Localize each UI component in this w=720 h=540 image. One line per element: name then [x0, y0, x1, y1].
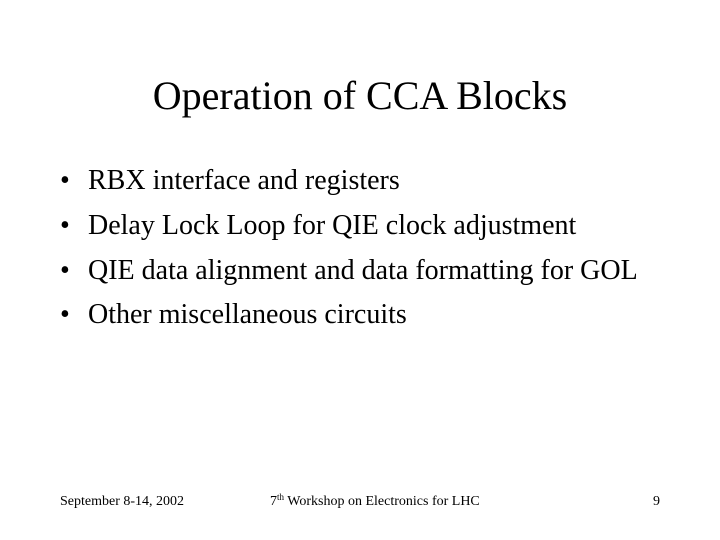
bullet-item — [60, 208, 680, 244]
bullet-text: QIE data alignment and data formatting for GOL — [88, 255, 638, 286]
bullet-item — [60, 253, 680, 289]
footer-date: September 8-14, 2002 — [60, 494, 185, 509]
bullet-list — [60, 163, 680, 342]
bullet-item — [60, 163, 680, 199]
bullet-marker: • — [60, 299, 70, 330]
bullet-marker: • — [60, 255, 70, 286]
bullet-text: Delay Lock Loop for QIE clock adjustment — [88, 210, 577, 241]
bullet-item — [60, 297, 680, 333]
footer-event-ordinal-suffix: th — [277, 492, 285, 502]
bullet-text: Other miscellaneous circuits — [88, 299, 407, 330]
bullet-marker: • — [60, 165, 70, 196]
footer-event-ordinal: 7 — [270, 494, 277, 509]
footer-event — [270, 493, 480, 511]
footer-event-name: Workshop on Electronics for LHC — [284, 494, 480, 509]
bullet-text: RBX interface and registers — [88, 165, 400, 196]
slide-title: Operation of CCA Blocks — [152, 73, 568, 118]
bullet-marker: • — [60, 210, 70, 241]
page-number: 9 — [653, 494, 660, 509]
